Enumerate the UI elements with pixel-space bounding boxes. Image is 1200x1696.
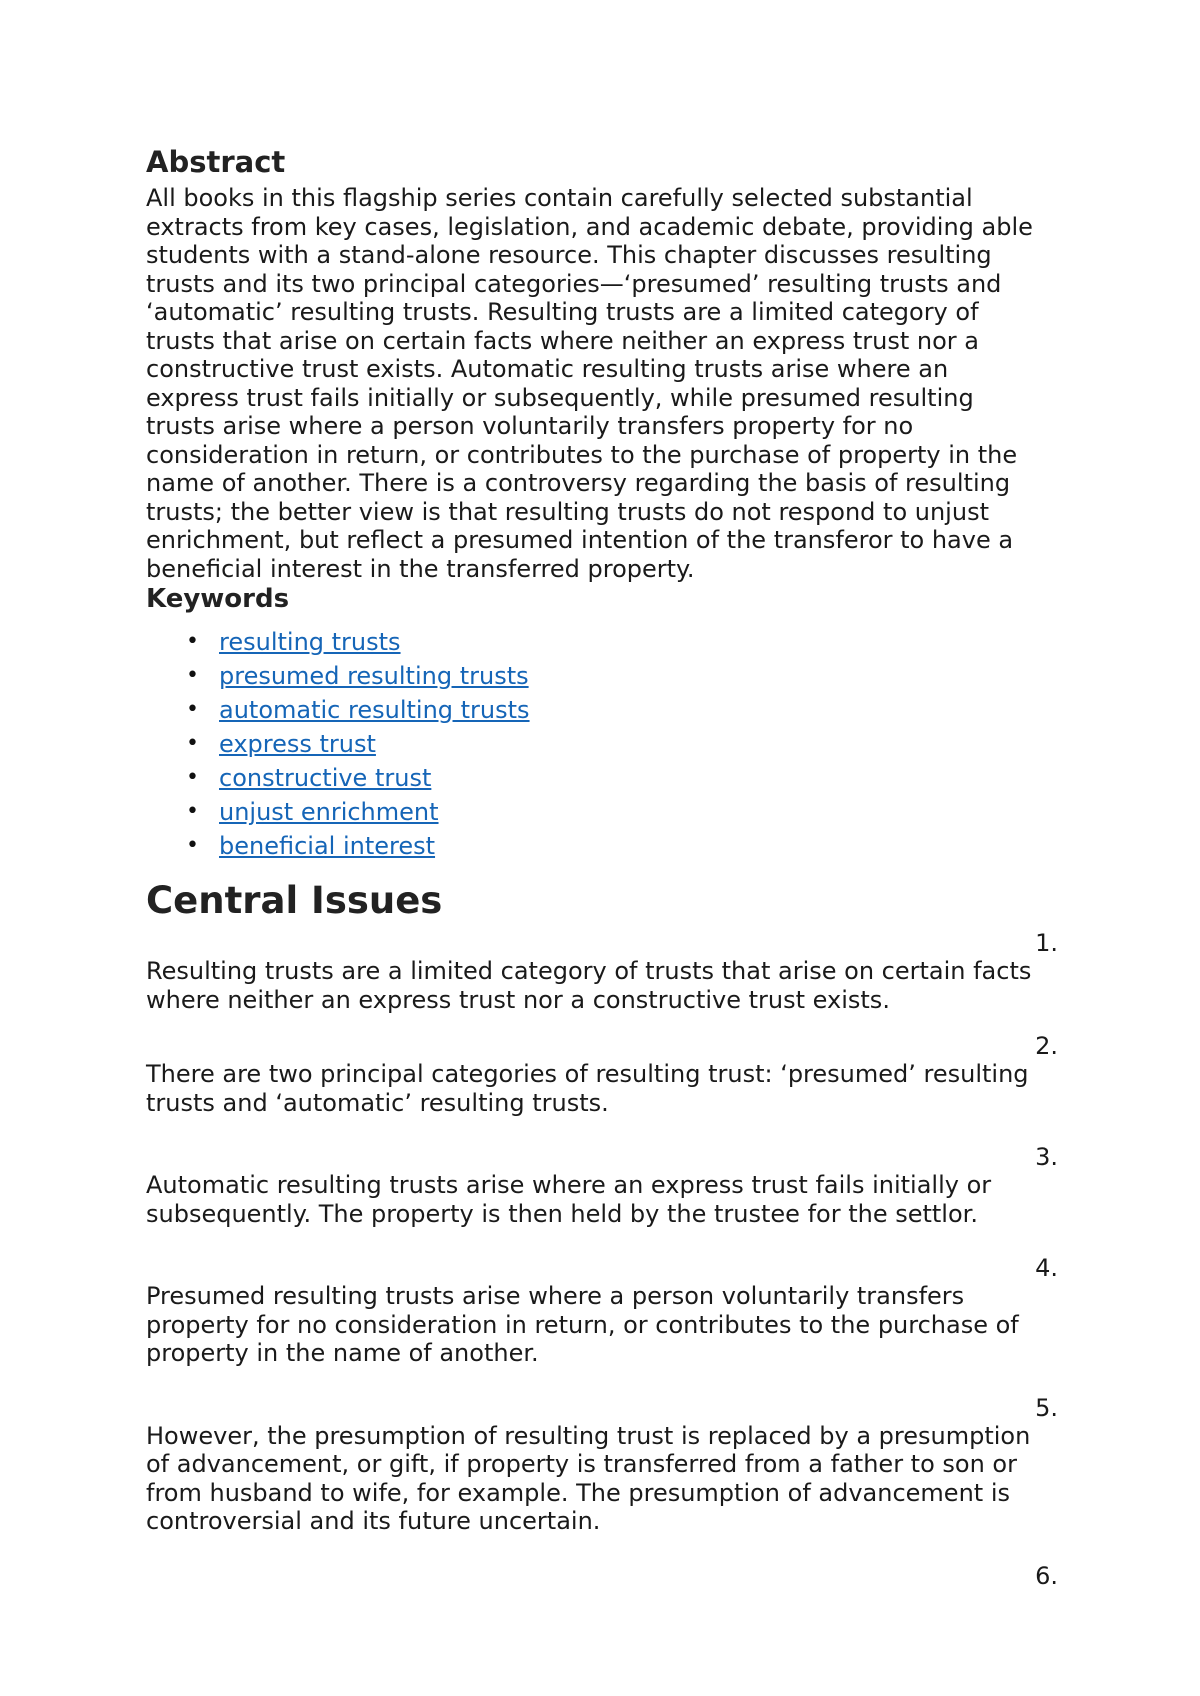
keyword-link-resulting-trusts[interactable]: resulting trusts [219,628,401,656]
issue-item [146,1562,1066,1590]
keyword-link-express-trust[interactable]: express trust [219,730,376,758]
keywords-heading: Keywords [146,584,290,614]
abstract-line: extracts from key cases, legislation, and academic debate, providing able [146,212,1033,241]
keyword-link-automatic-resulting-trusts[interactable]: automatic resulting trusts [219,696,530,724]
keyword-link-unjust-enrichment[interactable]: unjust enrichment [219,798,439,826]
keyword-item [146,829,1066,863]
keyword-link-constructive-trust[interactable]: constructive trust [219,764,432,792]
abstract-line: name of another. There is a controversy regarding the basis of resulting [146,469,1011,497]
abstract-line: trusts arise where a person voluntarily transfers property for no [146,412,914,440]
abstract-line: All books in this flagship series contain carefully selected substantial [146,184,973,212]
document-page [146,144,1066,1590]
abstract-line: trusts that arise on certain facts where neither an express trust nor a [146,326,979,355]
abstract-line: trusts; the better view is that resulting trusts do not respond to unjust [146,497,989,526]
issue-line: There are two principal categories of resulting trust: ‘presumed’ resulting [146,1060,1029,1088]
issue-line: subsequently. The property is then held by the trustee for the settlor. [146,1199,978,1228]
issue-number: 5. [1035,1393,1058,1422]
issue-line: However, the presumption of resulting trust is replaced by a presumption [146,1421,1031,1450]
abstract-line: express trust fails initially or subsequently, while presumed resulting [146,383,974,412]
issue-item [146,929,1066,1014]
keyword-link-presumed-resulting-trusts[interactable]: presumed resulting trusts [219,662,529,690]
bullet-icon: • [186,629,199,654]
issue-line: of advancement, or gift, if property is transferred from a father to son or [146,1450,1017,1478]
issue-number: 4. [1035,1254,1058,1282]
issue-item [146,1032,1066,1117]
issue-number: 2. [1035,1032,1058,1060]
keywords-list [146,625,1066,863]
issue-item [146,1394,1066,1536]
bullet-icon: • [186,799,199,824]
issue-number: 6. [1035,1561,1058,1590]
issue-line: controversial and its future uncertain. [146,1507,601,1535]
issue-line: trusts and ‘automatic’ resulting trusts. [146,1088,609,1117]
abstract-line: students with a stand-alone resource. This chapter discusses resulting [146,241,992,269]
issue-item [146,1254,1066,1368]
bullet-icon: • [186,663,199,688]
abstract-line: enrichment, but reflect a presumed intention of the transferor to have a [146,526,1014,554]
issue-line: Presumed resulting trusts arise where a person voluntarily transfers [146,1282,965,1310]
abstract-line: constructive trust exists. Automatic resulting trusts arise where an [146,355,949,383]
central-issues-heading: Central Issues [146,879,443,922]
issue-item [146,1143,1066,1228]
keyword-item [146,625,1066,659]
bullet-icon: • [186,765,199,790]
abstract-line: consideration in return, or contributes to the purchase of property in the [146,440,1018,469]
keyword-item [146,659,1066,693]
bullet-icon: • [186,731,199,756]
issue-line: where neither an express trust nor a constructive trust exists. [146,985,890,1014]
keyword-item [146,727,1066,761]
issue-line: Resulting trusts are a limited category of trusts that arise on certain facts [146,957,1032,985]
keyword-item [146,761,1066,795]
issue-number: 3. [1035,1143,1058,1171]
abstract-line: ‘automatic’ resulting trusts. Resulting trusts are a limited category of [146,298,979,326]
bullet-icon: • [186,833,199,858]
keyword-item [146,693,1066,727]
issue-number: 1. [1035,929,1058,957]
issue-line: property in the name of another. [146,1339,539,1367]
abstract-paragraph [146,184,1066,583]
issue-line: from husband to wife, for example. The presumption of advancement is [146,1478,1010,1507]
issue-line: Automatic resulting trusts arise where an express trust fails initially or [146,1171,992,1199]
abstract-line: beneficial interest in the transferred property. [146,554,695,583]
keyword-item [146,795,1066,829]
keyword-link-beneficial-interest[interactable]: beneficial interest [219,832,436,860]
bullet-icon: • [186,697,199,722]
abstract-heading: Abstract [146,145,286,179]
issue-line: property for no consideration in return, or contributes to the purchase of [146,1310,1019,1339]
abstract-line: trusts and its two principal categories—‘presumed’ resulting trusts and [146,269,1002,298]
